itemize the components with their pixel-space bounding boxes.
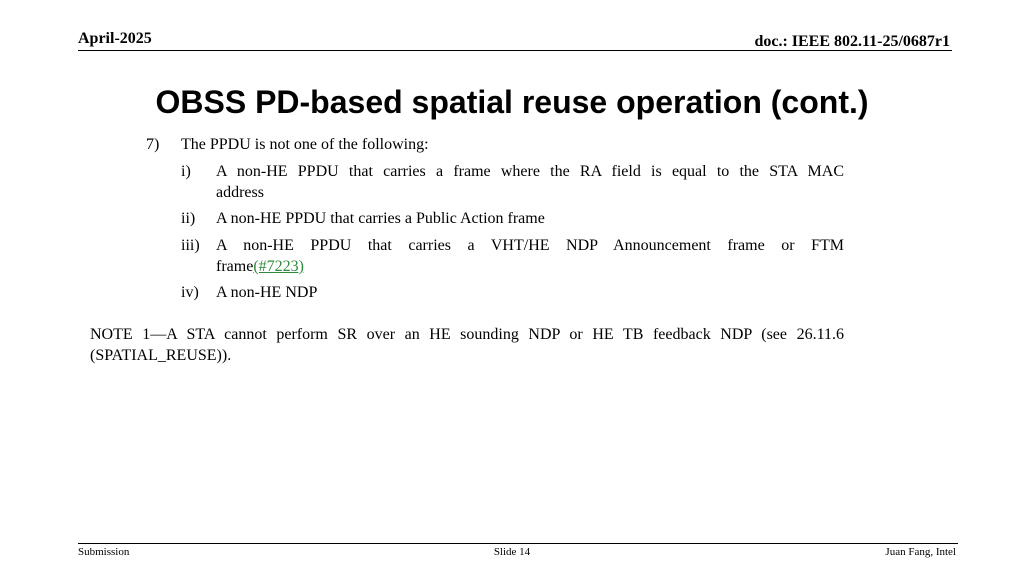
- subitem-text: A non-HE NDP: [216, 284, 318, 301]
- subitem-line2: address: [216, 184, 264, 201]
- subitem-roman: iv): [181, 284, 199, 301]
- subitem-roman: ii): [181, 210, 196, 227]
- subitem-text: A non-HE PPDU that carries a Public Action frame: [216, 210, 545, 227]
- subitem-line2: frame: [216, 258, 254, 275]
- subitem-line1: A non-HE PPDU that carries a frame where the RA field is equal to the STA MAC: [216, 163, 844, 180]
- footer-slide-number: Slide 14: [493, 546, 531, 558]
- subitem-line1: A non-HE PPDU that carries a VHT/HE NDP Announcement frame or FTM: [216, 237, 844, 254]
- change-link[interactable]: (#7223): [253, 258, 304, 275]
- header-doc-id: doc.: IEEE 802.11-25/0687r1: [754, 33, 950, 50]
- slide-title: OBSS PD-based spatial reuse operation (cont.): [155, 84, 869, 120]
- note-paragraph: [90, 324, 844, 366]
- subitem-i: [181, 161, 844, 203]
- subitem-text: [216, 235, 844, 277]
- footer-author: Juan Fang, Intel: [885, 546, 956, 558]
- subitem-roman: i): [181, 163, 191, 180]
- header-date: April-2025: [78, 30, 152, 47]
- subitem-iii: [181, 235, 844, 277]
- subitem-ii: [181, 208, 844, 229]
- item-heading: The PPDU is not one of the following:: [181, 136, 429, 153]
- subitem-roman: iii): [181, 237, 200, 254]
- item-number: 7): [146, 136, 160, 153]
- header-rule: [78, 50, 952, 51]
- footer-submission: Submission: [78, 546, 130, 558]
- subitem-iv: [181, 282, 844, 303]
- note-line1: NOTE 1—A STA cannot perform SR over an HE sounding NDP or HE TB feedback NDP (see 26.11.6: [90, 326, 844, 343]
- note-line2: (SPATIAL_REUSE)).: [90, 347, 232, 364]
- footer-rule: [78, 543, 958, 544]
- subitem-text: [216, 161, 844, 203]
